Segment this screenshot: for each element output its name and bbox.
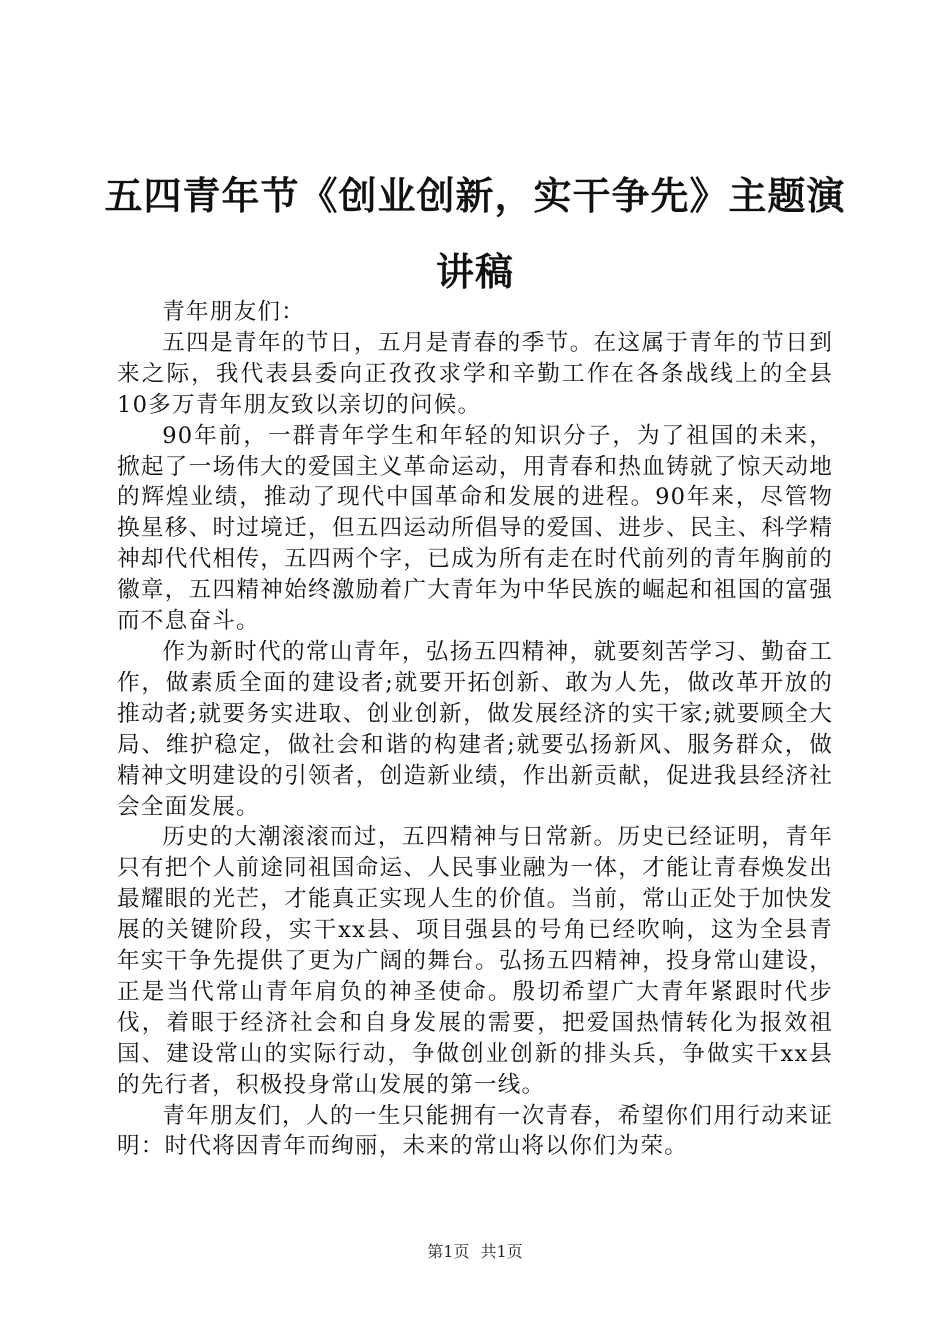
- document-body: [117, 297, 833, 1162]
- page-footer: [0, 1242, 950, 1262]
- document-title: 五四青年节《创业创新，实干争先》主题演讲稿: [104, 174, 846, 294]
- paragraph-salutation: 青年朋友们：: [162, 299, 305, 325]
- page-number: 第1页: [427, 1242, 470, 1261]
- paragraph: 五四是青年的节日，五月是青春的季节。在这属于青年的节日到来之际，我代表县委向正孜孜求学和辛勤工作在各条战线上的全县10多万青年朋友致以亲切的问候。: [117, 329, 833, 418]
- paragraph: 历史的大潮滚滚而过，五四精神与日常新。历史已经证明，青年只有把个人前途同祖国命运、人民事业融为一体，才能让青春焕发出最耀眼的光芒，才能真正实现人生的价值。当前，常山正处于加快发展的关键阶段，实干xx县、项目强县的号角已经吹响，这为全县青年实干争先提供了更为广阔的舞台。弘扬五四精神，投身常山建设，正是当代常山青年肩负的神圣使命。殷切希望广大青年紧跟时代步伐，着眼于经济社会和自身发展的需要，把爱国热情转化为报效祖国、建设常山的实际行动，争做创业创新的排头兵，争做实干xx县的先行者，积极投身常山发展的第一线。: [117, 824, 833, 1098]
- paragraph: 青年朋友们，人的一生只能拥有一次青春，希望你们用行动来证明：时代将因青年而绚丽，未来的常山将以你们为荣。: [117, 1102, 833, 1160]
- paragraph: 90年前，一群青年学生和年轻的知识分子，为了祖国的未来，掀起了一场伟大的爱国主义革命运动，用青春和热血铸就了惊天动地的辉煌业绩，推动了现代中国革命和发展的进程。90年来，尽管物换星移、时过境迁，但五四运动所倡导的爱国、进步、民主、科学精神却代代相传，五四两个字，已成为所有走在时代前列的青年胸前的徽章，五四精神始终激励着广大青年为中华民族的崛起和祖国的富强而不息奋斗。: [117, 422, 833, 635]
- paragraph: 作为新时代的常山青年，弘扬五四精神，就要刻苦学习、勤奋工作，做素质全面的建设者;就要开拓创新、敢为人先，做改革开放的推动者;就要务实进取、创业创新，做发展经济的实干家;就要顾全大局、维护稳定，做社会和谐的构建者;就要弘扬新风、服务群众，做精神文明建设的引领者，创造新业绩，作出新贡献，促进我县经济社会全面发展。: [117, 638, 833, 820]
- page-total: 共1页: [480, 1242, 523, 1261]
